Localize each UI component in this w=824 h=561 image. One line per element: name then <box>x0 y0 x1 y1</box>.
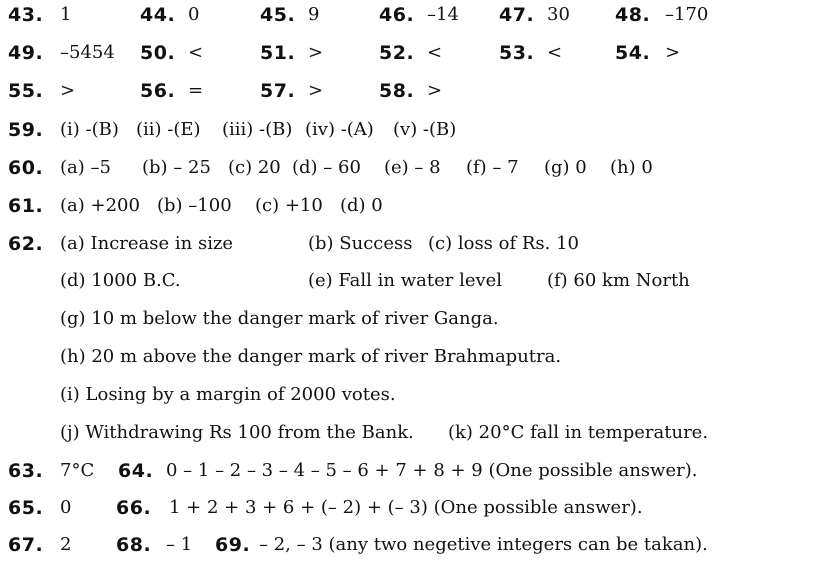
answer-part: (h) 20 m above the danger mark of river Brahmaputra. <box>60 346 562 367</box>
question-number: 66. <box>116 497 152 519</box>
answer-value: < <box>188 42 204 63</box>
question-number: 55. <box>8 80 44 102</box>
answer-value: 2 <box>60 534 72 555</box>
answer-value: 7°C <box>60 460 95 481</box>
answer-part: (d) 0 <box>340 195 383 216</box>
answer-part: (g) 0 <box>544 157 587 178</box>
answer-value: 1 + 2 + 3 + 6 + (– 2) + (– 3) (One possible answer). <box>169 497 643 518</box>
answer-part: (iii) -(B) <box>222 119 293 140</box>
question-number: 68. <box>116 534 152 556</box>
question-number: 54. <box>615 42 651 64</box>
question-number: 47. <box>499 4 535 26</box>
answer-part: (e) Fall in water level <box>308 270 503 291</box>
answer-part: (c) +10 <box>255 195 323 216</box>
answer-value: < <box>427 42 443 63</box>
question-number: 58. <box>379 80 415 102</box>
answer-value: –5454 <box>60 42 115 63</box>
question-number: 65. <box>8 497 44 519</box>
question-number: 53. <box>499 42 535 64</box>
answer-part: (c) loss of Rs. 10 <box>428 233 579 254</box>
answer-part: (i) Losing by a margin of 2000 votes. <box>60 384 396 405</box>
answer-value: > <box>308 42 324 63</box>
question-number: 59. <box>8 119 44 141</box>
question-number: 51. <box>260 42 296 64</box>
answer-part: (a) +200 <box>60 195 140 216</box>
answer-part: (k) 20°C fall in temperature. <box>448 422 709 443</box>
question-number: 46. <box>379 4 415 26</box>
answer-value: – 2, – 3 (any two negetive integers can be takan). <box>259 534 708 555</box>
answer-value: 0 <box>60 497 72 518</box>
answer-part: (g) 10 m below the danger mark of river Ganga. <box>60 308 499 329</box>
answer-part: (iv) -(A) <box>305 119 374 140</box>
question-number: 43. <box>8 4 44 26</box>
question-number: 62. <box>8 233 44 255</box>
answer-value: –14 <box>427 4 459 25</box>
question-number: 67. <box>8 534 44 556</box>
question-number: 52. <box>379 42 415 64</box>
answer-part: (f) 60 km North <box>547 270 690 291</box>
question-number: 50. <box>140 42 176 64</box>
answer-part: (d) 1000 B.C. <box>60 270 181 291</box>
question-number: 69. <box>215 534 251 556</box>
answer-value: 0 <box>188 4 200 25</box>
answer-value: > <box>665 42 681 63</box>
answer-part: (d) – 60 <box>292 157 361 178</box>
answer-part: (e) – 8 <box>384 157 441 178</box>
answer-value: 0 – 1 – 2 – 3 – 4 – 5 – 6 + 7 + 8 + 9 (One possible answer). <box>166 460 698 481</box>
answer-part: (j) Withdrawing Rs 100 from the Bank. <box>60 422 414 443</box>
answer-value: 30 <box>547 4 570 25</box>
question-number: 61. <box>8 195 44 217</box>
answer-part: (ii) -(E) <box>136 119 201 140</box>
answer-value: –170 <box>665 4 709 25</box>
answer-part: (h) 0 <box>610 157 653 178</box>
answer-value: 1 <box>60 4 72 25</box>
question-number: 63. <box>8 460 44 482</box>
question-number: 45. <box>260 4 296 26</box>
answer-part: (a) Increase in size <box>60 233 234 254</box>
question-number: 48. <box>615 4 651 26</box>
answer-value: > <box>427 80 443 101</box>
answer-part: (v) -(B) <box>393 119 457 140</box>
answer-part: (c) 20 <box>228 157 281 178</box>
answer-value: > <box>308 80 324 101</box>
answer-value: > <box>60 80 76 101</box>
answer-value: – 1 <box>166 534 193 555</box>
answer-part: (b) –100 <box>157 195 232 216</box>
question-number: 44. <box>140 4 176 26</box>
answer-part: (f) – 7 <box>466 157 519 178</box>
answer-value: 9 <box>308 4 320 25</box>
answer-part: (i) -(B) <box>60 119 119 140</box>
question-number: 49. <box>8 42 44 64</box>
answer-value: = <box>188 80 204 101</box>
question-number: 57. <box>260 80 296 102</box>
question-number: 56. <box>140 80 176 102</box>
question-number: 64. <box>118 460 154 482</box>
answer-value: < <box>547 42 563 63</box>
question-number: 60. <box>8 157 44 179</box>
answer-part: (a) –5 <box>60 157 111 178</box>
answer-part: (b) Success <box>308 233 413 254</box>
answer-part: (b) – 25 <box>142 157 211 178</box>
